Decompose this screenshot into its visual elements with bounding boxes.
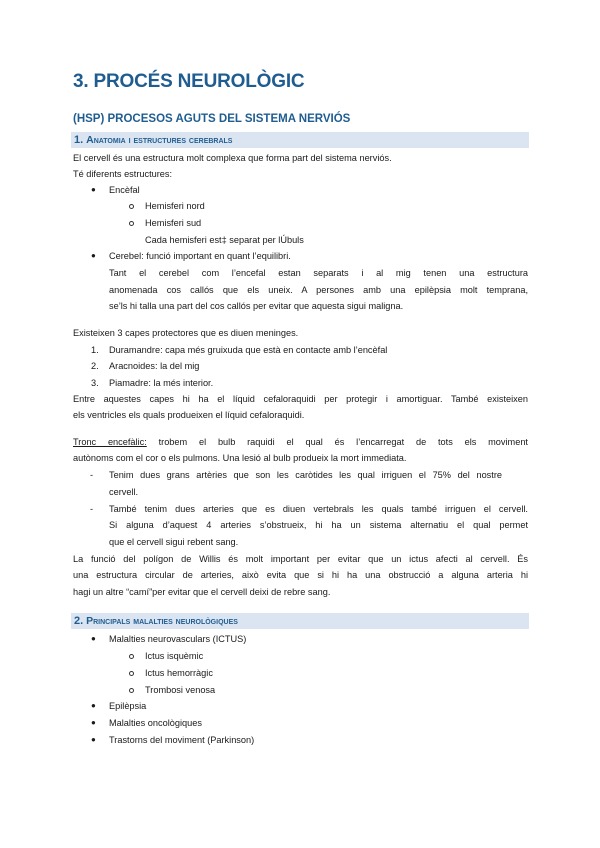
cerebel-paragraph-2: anomenada cos callós que els uneix. A persones amb una epilèpsia molt temprana, [109, 285, 528, 295]
dash-item-2c: que el cervell sigui rebent sang. [109, 537, 239, 547]
tronc-paragraph-1 [73, 436, 528, 448]
hemisphere-note: Cada hemisferi est‡ separat per lÚbuls [145, 235, 304, 245]
list-item-disease: Epilèpsia [109, 701, 147, 711]
section-2-number: 2. [74, 615, 84, 627]
circle-bullet-icon [129, 671, 134, 676]
circle-bullet-icon [129, 688, 134, 693]
list-item-cerebel: Cerebel: funció important en quant l’equilibri. [109, 251, 291, 261]
cerebel-paragraph-1: Tant el cerebel com l’encefal estan separats i al mig tenen una estructura [109, 268, 528, 278]
circle-bullet-icon [129, 221, 134, 226]
lcr-paragraph-1: Entre aquestes capes hi ha el líquid cefaloraquidi per protegir i amortiguar. També existeixen [73, 394, 528, 404]
list-item-encefal: Encèfal [109, 185, 140, 195]
meninge-item: Aracnoides: la del mig [109, 361, 200, 371]
dash-bullet-icon: - [90, 504, 94, 514]
willis-paragraph-3: hagi un altre “camí”per evitar que el cervell deixi de rebre sang. [73, 587, 331, 597]
dash-bullet-icon: - [90, 470, 94, 480]
meninge-item: Piamadre: la més interior. [109, 378, 214, 388]
willis-paragraph-2: una estructura circular de arteries, això evita que si hi ha una obstrucció a alguna arteria hi [73, 570, 528, 580]
section-2-header [71, 613, 529, 629]
page-subtitle: (HSP) PROCESOS AGUTS DEL SISTEMA NERVIÓS [73, 113, 351, 125]
bullet-dot-icon: ● [91, 251, 96, 260]
list-number: 1. [91, 345, 99, 355]
bullet-dot-icon: ● [91, 701, 96, 710]
section-2-heading: Principals malalties neurològiques [86, 615, 238, 627]
section-1-header [71, 132, 529, 148]
list-item-ictus: Ictus isquèmic [145, 651, 204, 661]
dash-item-2a: També tenim dues arteries que es diuen vertebrals les quals també irriguen el cervell. [109, 504, 528, 514]
dash-item-2b: Si alguna d’aquest 4 arteries s’obstrueix, hi ha un sistema alternatiu el qual permet [109, 520, 528, 530]
dash-item-1b: cervell. [109, 487, 139, 497]
bullet-dot-icon: ● [91, 735, 96, 744]
list-item-hem-nord: Hemisferi nord [145, 201, 205, 211]
dash-item-1a: Tenim dues grans artèries que son les caròtides les qual irriguen el 75% del nostre [109, 470, 502, 480]
tronc-label: Tronc encefàlic: [73, 437, 147, 447]
bullet-dot-icon: ● [91, 185, 96, 194]
cerebel-paragraph-3: se’ls hi talla una part del cos callós per evitar que aquesta sigui maligna. [109, 301, 404, 311]
list-item-hem-sud: Hemisferi sud [145, 218, 202, 228]
section-1-heading: Anatomia i estructures cerebrals [86, 134, 233, 146]
list-number: 2. [91, 361, 99, 371]
list-item-ictus: Trombosi venosa [145, 685, 216, 695]
lcr-paragraph-2: els ventricles els quals produeixen el líquid cefaloraquidi. [73, 410, 305, 420]
tronc-text: trobem el bulb raquidi el qual és l’encarregat de tots els moviment [158, 437, 528, 447]
page-title: 3. PROCÉS NEUROLÒGIC [73, 71, 305, 92]
list-item-disease: Trastorns del moviment (Parkinson) [109, 735, 255, 745]
list-item-disease: Malalties oncològiques [109, 718, 202, 728]
meninges-intro: Existeixen 3 capes protectores que es diuen meninges. [73, 328, 299, 338]
structures-label: Té diferents estructures: [73, 169, 173, 179]
circle-bullet-icon [129, 654, 134, 659]
bullet-dot-icon: ● [91, 634, 96, 643]
tronc-paragraph-2: autònoms com el cor o els pulmons. Una lesió al bulb produeix la mort immediata. [73, 453, 407, 463]
intro-text: El cervell és una estructura molt complexa que forma part del sistema nerviós. [73, 153, 392, 163]
meninge-item: Duramandre: capa més gruixuda que està en contacte amb l’encèfal [109, 345, 388, 355]
section-1-number: 1. [74, 134, 84, 146]
willis-paragraph-1: La funció del polígon de Willis és molt important per evitar que un ictus afecti al cervell. És [73, 554, 528, 564]
circle-bullet-icon [129, 204, 134, 209]
list-item-ictus: Ictus hemorràgic [145, 668, 213, 678]
bullet-dot-icon: ● [91, 718, 96, 727]
list-item-neurovasc: Malalties neurovasculars (ICTUS) [109, 634, 247, 644]
list-number: 3. [91, 378, 99, 388]
